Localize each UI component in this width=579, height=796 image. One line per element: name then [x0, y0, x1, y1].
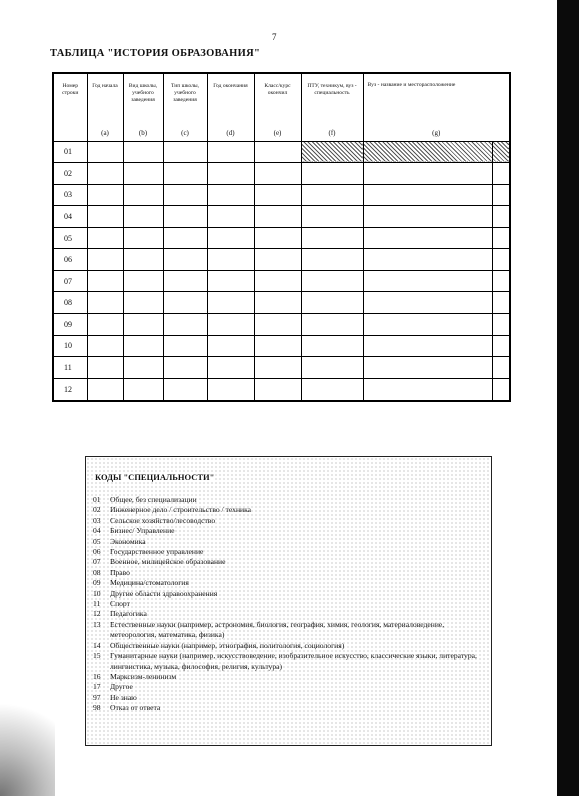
column-header-letter: (d)	[226, 128, 235, 137]
row-number: 04	[53, 206, 87, 228]
entry-cell[interactable]	[363, 335, 510, 357]
row-number: 05	[53, 227, 87, 249]
code-subcell-divider	[492, 228, 493, 249]
entry-cell[interactable]	[163, 357, 207, 379]
row-number: 03	[53, 184, 87, 206]
entry-cell[interactable]	[207, 249, 254, 271]
code-number: 04	[93, 526, 101, 536]
code-subcell-divider	[492, 206, 493, 227]
table-header-row	[53, 73, 510, 141]
code-label: Другое	[110, 682, 133, 692]
column-header	[163, 73, 207, 141]
code-number: 06	[93, 547, 101, 557]
entry-cell[interactable]	[123, 314, 163, 336]
column-header	[207, 73, 254, 141]
code-subcell-divider	[492, 271, 493, 292]
column-header	[87, 73, 123, 141]
entry-cell[interactable]	[123, 184, 163, 206]
entry-cell[interactable]	[123, 357, 163, 379]
entry-cell[interactable]	[363, 163, 510, 185]
entry-cell[interactable]	[87, 141, 123, 163]
code-label: Медицина/стоматология	[110, 578, 189, 588]
table-title: ТАБЛИЦА "ИСТОРИЯ ОБРАЗОВАНИЯ"	[50, 48, 261, 59]
entry-cell[interactable]	[363, 314, 510, 336]
entry-cell[interactable]	[301, 335, 363, 357]
entry-cell[interactable]	[163, 206, 207, 228]
entry-cell[interactable]	[123, 378, 163, 401]
code-label: Другие области здравоохранения	[110, 588, 218, 598]
entry-cell[interactable]	[207, 163, 254, 185]
entry-cell[interactable]	[163, 335, 207, 357]
entry-cell[interactable]	[207, 314, 254, 336]
code-item	[93, 495, 485, 505]
column-header-letter: (b)	[138, 128, 148, 137]
column-header	[123, 73, 163, 141]
column-header-label: Класс/курс окончил	[264, 83, 291, 96]
entry-cell[interactable]	[163, 184, 207, 206]
code-label: Естественные науки (например, астрономия, биология, география, химия, геология, материаловедение, метеорология, математика, физика)	[110, 619, 445, 640]
row-number: 10	[53, 335, 87, 357]
entry-cell[interactable]	[207, 227, 254, 249]
column-header	[363, 73, 510, 141]
entry-cell[interactable]	[254, 270, 301, 292]
code-number: 15	[93, 651, 101, 661]
entry-cell[interactable]	[363, 292, 510, 314]
code-item	[93, 651, 485, 672]
entry-cell[interactable]	[163, 314, 207, 336]
code-number: 10	[93, 588, 101, 598]
codes-title: КОДЫ "СПЕЦИАЛЬНОСТИ"	[95, 472, 215, 482]
code-label: Марксизм-ленинизм	[110, 671, 177, 681]
table-row	[53, 249, 510, 271]
code-subcell-divider	[492, 336, 493, 357]
entry-cell[interactable]	[207, 335, 254, 357]
row-number: 08	[53, 292, 87, 314]
entry-cell[interactable]	[87, 163, 123, 185]
code-label: Государственное управление	[110, 547, 204, 557]
code-number: 14	[93, 640, 101, 650]
table-row	[53, 141, 510, 163]
entry-cell[interactable]	[207, 292, 254, 314]
row-number: 06	[53, 249, 87, 271]
code-item	[93, 526, 485, 536]
table-row	[53, 163, 510, 185]
entry-cell[interactable]	[301, 270, 363, 292]
entry-cell[interactable]	[363, 227, 510, 249]
table-row	[53, 270, 510, 292]
entry-cell[interactable]	[301, 227, 363, 249]
code-label: Общее, без специализации	[110, 495, 197, 504]
scan-dark-edge	[557, 0, 579, 796]
entry-cell[interactable]	[363, 184, 510, 206]
column-header-label: Вуз - название и месторасположение	[367, 82, 456, 88]
entry-cell[interactable]	[163, 163, 207, 185]
entry-cell[interactable]	[363, 357, 510, 379]
code-number: 17	[93, 682, 101, 692]
entry-cell[interactable]	[254, 141, 301, 163]
entry-cell[interactable]	[87, 378, 123, 401]
scan-shadow	[0, 676, 55, 796]
table-row	[53, 357, 510, 379]
column-header-label: Номер строки	[62, 83, 79, 96]
code-subcell-divider	[492, 185, 493, 206]
code-item	[93, 537, 485, 547]
code-label: Право	[110, 567, 130, 577]
code-number: 08	[93, 567, 101, 577]
entry-cell[interactable]	[254, 163, 301, 185]
code-label: Инженерное дело / строительство / техника	[110, 505, 252, 515]
entry-cell[interactable]	[254, 184, 301, 206]
code-label: Не знаю	[110, 692, 137, 702]
table-row	[53, 378, 510, 401]
entry-cell[interactable]	[363, 249, 510, 271]
code-item	[93, 578, 485, 588]
code-item	[93, 682, 485, 692]
code-subcell-divider	[492, 249, 493, 270]
column-header-letter: (a)	[101, 128, 109, 137]
row-number: 11	[53, 357, 87, 379]
code-item	[93, 672, 485, 682]
entry-cell[interactable]	[163, 378, 207, 401]
entry-cell[interactable]	[301, 184, 363, 206]
entry-cell[interactable]	[87, 292, 123, 314]
entry-cell[interactable]	[87, 270, 123, 292]
entry-cell[interactable]	[207, 378, 254, 401]
entry-cell[interactable]	[301, 378, 363, 401]
entry-cell[interactable]	[363, 270, 510, 292]
column-header-label: Год начала	[92, 83, 118, 89]
entry-cell[interactable]	[207, 270, 254, 292]
code-item	[93, 557, 485, 567]
codes-list	[93, 495, 485, 714]
row-number: 07	[53, 270, 87, 292]
table-row	[53, 206, 510, 228]
entry-cell[interactable]	[301, 357, 363, 379]
code-item	[93, 703, 485, 713]
entry-cell[interactable]	[363, 141, 510, 163]
entry-cell[interactable]	[87, 335, 123, 357]
code-label: Сельское хозяйство/лесоводство	[110, 515, 216, 525]
code-item	[93, 609, 485, 619]
education-history-table	[52, 72, 511, 402]
code-item	[93, 547, 485, 557]
page-number: 7	[272, 32, 277, 42]
row-number: 02	[53, 163, 87, 185]
table-row	[53, 184, 510, 206]
code-number: 09	[93, 578, 101, 588]
code-number: 03	[93, 515, 101, 525]
table-body	[53, 141, 510, 401]
code-label: Педагогика	[110, 609, 147, 619]
entry-cell[interactable]	[123, 270, 163, 292]
table-row	[53, 227, 510, 249]
entry-cell[interactable]	[123, 163, 163, 185]
entry-cell[interactable]	[123, 249, 163, 271]
code-number: 05	[93, 536, 101, 546]
entry-cell[interactable]	[254, 314, 301, 336]
code-item	[93, 505, 485, 515]
entry-cell[interactable]	[163, 141, 207, 163]
code-number: 16	[93, 671, 101, 681]
code-number: 97	[93, 692, 101, 702]
code-label: Общественные науки (например, этнография, политология, социология)	[110, 640, 345, 650]
specialty-codes-box	[85, 456, 492, 746]
entry-cell[interactable]	[254, 378, 301, 401]
code-item	[93, 620, 485, 641]
row-number: 12	[53, 378, 87, 401]
table-row	[53, 292, 510, 314]
code-subcell-divider	[492, 379, 493, 400]
code-number: 13	[93, 619, 101, 629]
code-label: Экономика	[110, 536, 146, 546]
entry-cell[interactable]	[87, 184, 123, 206]
column-header-letter: (e)	[273, 128, 282, 137]
entry-cell[interactable]	[254, 335, 301, 357]
column-header	[301, 73, 363, 141]
entry-cell[interactable]	[163, 249, 207, 271]
code-subcell-divider	[492, 292, 493, 313]
code-number: 12	[93, 609, 101, 619]
code-subcell-divider	[492, 314, 493, 335]
entry-cell[interactable]	[207, 206, 254, 228]
code-number: 02	[93, 505, 101, 515]
entry-cell[interactable]	[163, 292, 207, 314]
code-label: Спорт	[110, 599, 130, 609]
entry-cell[interactable]	[123, 206, 163, 228]
entry-cell[interactable]	[207, 184, 254, 206]
column-header-label: Вид школы, учебного заведения	[128, 83, 158, 103]
entry-cell[interactable]	[207, 141, 254, 163]
code-subcell-divider	[492, 163, 493, 184]
entry-cell[interactable]	[301, 292, 363, 314]
column-header-letter: (f)	[328, 128, 336, 137]
entry-cell[interactable]	[87, 249, 123, 271]
entry-cell[interactable]	[87, 357, 123, 379]
code-number: 01	[93, 495, 101, 504]
code-item	[93, 568, 485, 578]
entry-cell[interactable]	[254, 227, 301, 249]
column-header-label: Год окончания	[213, 83, 248, 89]
entry-cell[interactable]	[163, 227, 207, 249]
entry-cell[interactable]	[123, 292, 163, 314]
code-label: Гуманитарные науки (например, искусствоведение, изобразительное искусство, классические языки, литература, лингвистика, музыка, философия, религия, культура)	[110, 651, 477, 671]
column-header	[254, 73, 301, 141]
code-number: 07	[93, 557, 101, 567]
table-row	[53, 314, 510, 336]
column-header-letter: (c)	[181, 128, 189, 137]
entry-cell[interactable]	[123, 335, 163, 357]
table-row	[53, 335, 510, 357]
entry-cell[interactable]	[123, 227, 163, 249]
entry-cell[interactable]	[87, 206, 123, 228]
entry-cell[interactable]	[254, 206, 301, 228]
entry-cell[interactable]	[254, 292, 301, 314]
code-label: Отказ от ответа	[110, 703, 161, 713]
entry-cell[interactable]	[301, 249, 363, 271]
entry-cell[interactable]	[301, 314, 363, 336]
entry-cell[interactable]	[363, 378, 510, 401]
entry-cell[interactable]	[123, 141, 163, 163]
entry-cell[interactable]	[254, 357, 301, 379]
column-header	[53, 73, 87, 141]
code-subcell-divider	[492, 357, 493, 378]
column-header-label: ПТУ, техникум, вуз - специальность	[307, 83, 357, 96]
entry-cell[interactable]	[163, 270, 207, 292]
entry-cell[interactable]	[301, 206, 363, 228]
column-header-label: Тип школы, учебного заведения	[170, 83, 200, 103]
row-number: 09	[53, 314, 87, 336]
entry-cell[interactable]	[363, 206, 510, 228]
entry-cell[interactable]	[301, 141, 363, 163]
code-label: Военное, милицейское образование	[110, 557, 226, 567]
entry-cell[interactable]	[87, 227, 123, 249]
entry-cell[interactable]	[254, 249, 301, 271]
column-header-letter: (g)	[432, 128, 441, 137]
entry-cell[interactable]	[207, 357, 254, 379]
code-item	[93, 589, 485, 599]
code-item	[93, 599, 485, 609]
code-subcell-divider	[492, 142, 493, 163]
code-number: 11	[93, 599, 101, 609]
code-label: Бизнес/ Управление	[110, 526, 175, 536]
code-number: 98	[93, 703, 101, 713]
row-number: 01	[53, 141, 87, 163]
code-item	[93, 516, 485, 526]
code-item	[93, 693, 485, 703]
entry-cell[interactable]	[87, 314, 123, 336]
code-item	[93, 641, 485, 651]
entry-cell[interactable]	[301, 163, 363, 185]
